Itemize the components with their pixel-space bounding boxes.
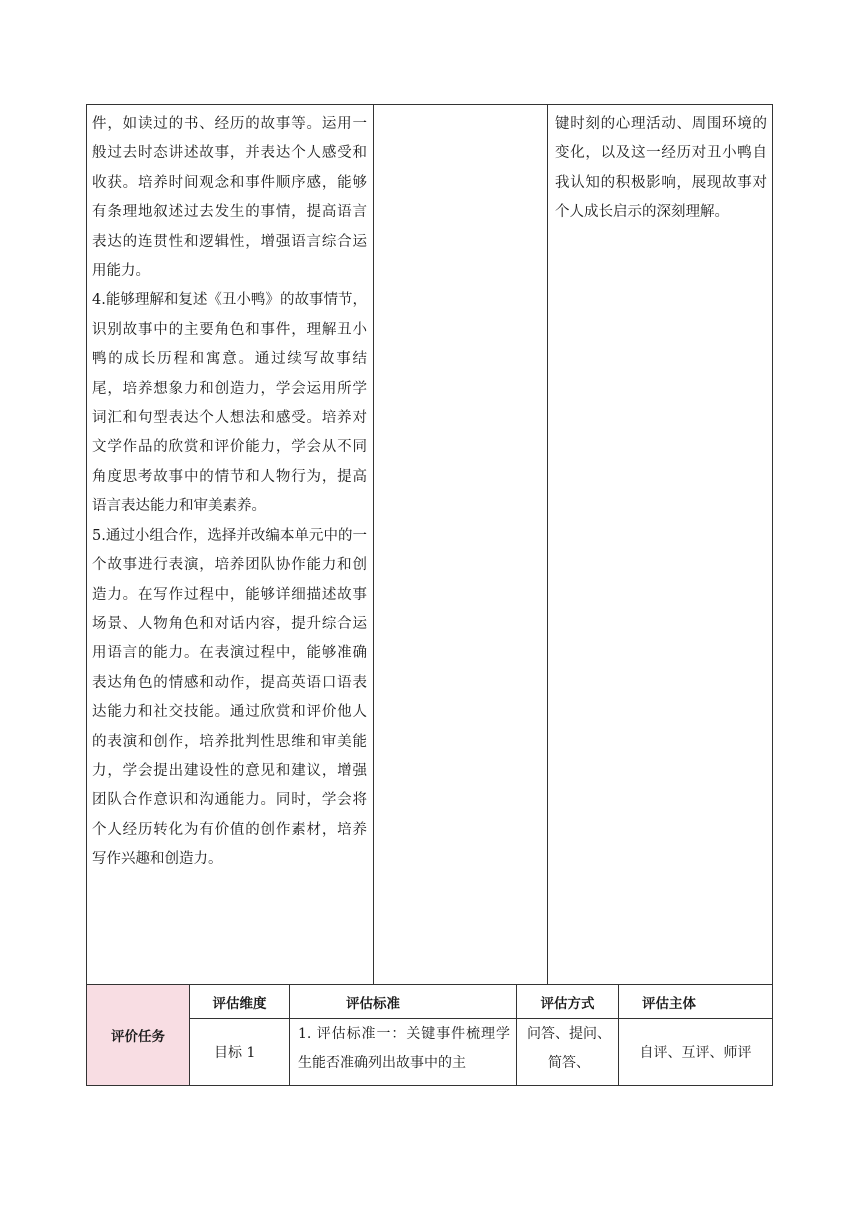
row1-method: 问答、提问、简答、 bbox=[527, 1026, 611, 1071]
row1-subject: 自评、互评、师评 bbox=[639, 1045, 752, 1061]
objective-paragraph: 4.能够理解和复述《丑小鸭》的故事情节，识别故事中的主要角色和事件，理解丑小鸭的成长历程和寓意。通过续写故事结尾，培养想象力和创造力，学会运用所学词汇和句型表达个人想法和感受。培养对文学作品的欣赏和评价能力，学会从不同角度思考故事中的情节和人物行为，提高语言表达能力和审美素养。 bbox=[92, 292, 367, 515]
right-column-text bbox=[555, 110, 767, 228]
row1-dimension: 目标 1 bbox=[214, 1045, 256, 1061]
right-paragraph: 键时刻的心理活动、周围环境的变化，以及这一经历对丑小鸭自我认知的积极影响，展现故事对个人成长启示的深刻理解。 bbox=[555, 116, 767, 221]
table-right-border bbox=[772, 104, 773, 1086]
header-dimension: 评估维度 bbox=[212, 995, 267, 1012]
eval-row-label: 评价任务 bbox=[111, 1029, 165, 1045]
objective-paragraph: 5.通过小组合作，选择并改编本单元中的一个故事进行表演，培养团队协作能力和创造力。在写作过程中，能够详细描述故事场景、人物角色和对话内容，提升综合运用语言的能力。在表演过程中，能够准确表达角色的情感和动作，提高英语口语表达能力和社交技能。通过欣赏和评价他人的表演和创作，培养批判性思维和审美能力，学会提出建设性的意见和建议，增强团队合作意识和沟通能力。同时，学会将个人经历转化为有价值的创作素材，培养写作兴趣和创造力。 bbox=[92, 527, 367, 868]
upper-col-divider-2 bbox=[547, 104, 548, 984]
table-top-border bbox=[86, 104, 773, 105]
header-subject: 评估主体 bbox=[642, 995, 696, 1012]
header-method: 评估方式 bbox=[540, 995, 595, 1012]
table-bottom-border bbox=[86, 1085, 773, 1086]
objective-paragraph: 件，如读过的书、经历的故事等。运用一般过去时态讲述故事，并表达个人感受和收获。培养时间观念和事件顺序感，能够有条理地叙述过去发生的事情，提高语言表达的连贯性和逻辑性，增强语言综合运用能力。 bbox=[92, 116, 367, 280]
header-standard: 评估标准 bbox=[346, 995, 400, 1012]
upper-col-divider-1 bbox=[373, 104, 374, 984]
table-left-border bbox=[86, 104, 87, 1086]
row1-standard: 1. 评估标准一：关键事件梳理学生能否准确列出故事中的主 bbox=[298, 1026, 510, 1071]
objectives-text bbox=[92, 110, 367, 875]
